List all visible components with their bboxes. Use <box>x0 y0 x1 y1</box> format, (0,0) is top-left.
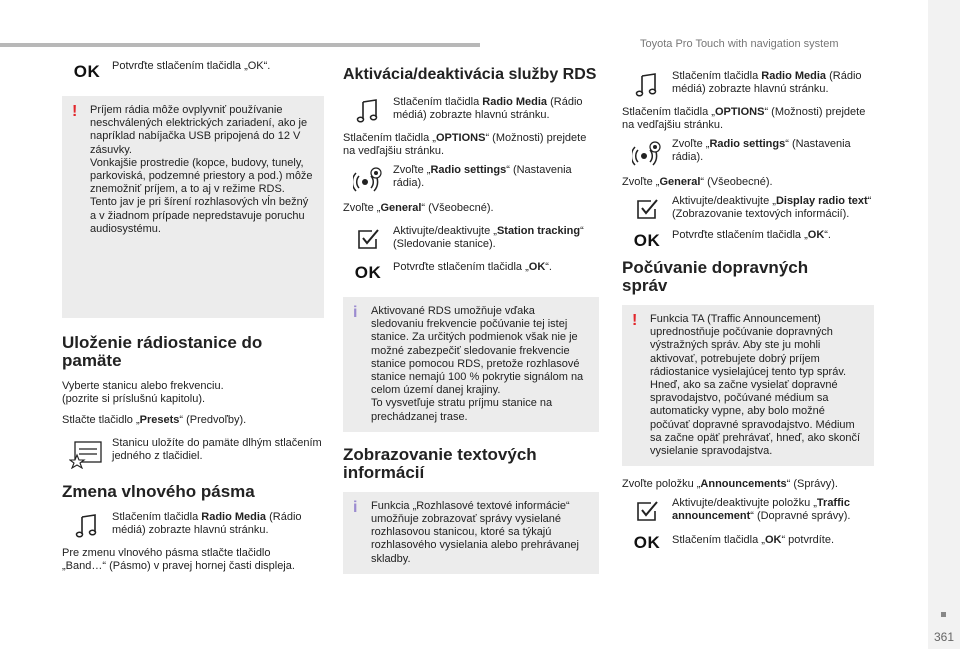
info-icon: i <box>353 304 358 321</box>
heading-save-station: Uloženie rádiostanice do pamäte <box>62 333 263 370</box>
ta-step-1-text: Stlačením tlačidla Radio Media (Rádio médiá) zobrazte hlavnú stránku. <box>672 70 862 95</box>
heading-traffic: Počúvanie dopravných správ <box>622 258 809 295</box>
info-box-rds <box>343 297 599 432</box>
heading-text-info: Zobrazovanie textových informácií <box>343 444 537 482</box>
rds-step-1 <box>343 96 599 124</box>
rds-step-2-text: Zvoľte „Radio settings“ (Nastavenia rádia). <box>393 164 572 189</box>
ok-icon: OK <box>633 533 661 553</box>
announcements-paragraph: Zvoľte položku „Announcements“ (Správy). <box>622 478 838 491</box>
checkbox-checked-icon <box>635 499 659 523</box>
band-paragraph: Pre zmenu vlnového pásma stlačte tlačidlo „Band…“ (Pásmo) v pravej hornej časti displeja. <box>62 547 295 572</box>
ta-ok-text: Potvrďte stlačením tlačidla „OK“. <box>672 229 831 241</box>
warning-text-2: Vonkajšie prostredie (kopce, budovy, tunely, parkoviská, podzemné priestory a pod.) môže znemožniť príjem, a to aj v režime RDS. Tento jav je pri šírení rozhlasových vĺn bežný a v žiadnom prípade nepredstavuje poruchu audiosystému. <box>90 156 313 235</box>
ok-icon: OK <box>633 231 661 250</box>
heading-rds: Aktivácia/deaktivácia služby RDS <box>343 66 597 83</box>
ta-step-4-text: Aktivujte/deaktivujte položku „Traffic announcement“ (Dopravné správy). <box>672 497 851 523</box>
checkbox-checked-icon <box>356 227 380 251</box>
presets-paragraph: Stlačte tlačidlo „Presets“ (Predvoľby). <box>62 414 247 426</box>
warning-icon: ! <box>72 103 78 120</box>
rds-general-paragraph: Zvoľte „General“ (Všeobecné). <box>343 202 494 214</box>
ta-step-3 <box>622 195 874 221</box>
save-step-text: Stanicu uložíte do pamäte dlhým stlačením jedného z tlačidiel. <box>112 437 322 462</box>
ta-general-paragraph: Zvoľte „General“ (Všeobecné). <box>622 176 773 188</box>
warning-box-traffic <box>622 305 874 466</box>
music-note-icon <box>635 72 659 98</box>
save-paragraph: Vyberte stanicu alebo frekvenciu. (pozrite si príslušnú kapitolu). <box>62 380 224 405</box>
header-rule <box>0 43 480 47</box>
rds-options-paragraph: Stlačením tlačidla „OPTIONS“ (Možnosti) prejdete na vedľajšiu stránku. <box>343 132 587 157</box>
ta-ok-2-text: Stlačením tlačidla „OK“ potvrdíte. <box>672 534 835 547</box>
preset-star-icon <box>69 439 105 469</box>
save-step <box>62 437 324 469</box>
heading-band: Zmena vlnového pásma <box>62 482 255 501</box>
ta-step-1 <box>622 70 874 98</box>
page-edge-strip <box>928 0 960 649</box>
warning-icon: ! <box>632 312 638 329</box>
warning-text-1: Príjem rádia môže ovplyvniť používanie neschválených elektrických zariadení, ako je napríklad nabíjačka USB pripojená do 12 V zásuvky. <box>90 104 308 156</box>
ok-step-text: Potvrďte stlačením tlačidla „OK“. <box>112 60 271 72</box>
info-text-2: To vysvetľuje stratu príjmu stanice na prechádzanej trase. <box>371 397 553 423</box>
rds-ok-text: Potvrďte stlačením tlačidla „OK“. <box>393 261 552 273</box>
rds-step-3-text: Aktivujte/deaktivujte „Station tracking“ (Sledovanie stanice). <box>393 225 584 250</box>
warning-box <box>62 96 324 318</box>
music-note-icon <box>356 98 380 124</box>
info-text-3: Funkcia „Rozhlasové textové informácie“ umožňuje zobrazovať správy vysielané rozhlasovou stanicou, ktoré sa týkajú rozhlasového vysielania alebo prehrávanej skladby. <box>371 499 579 565</box>
music-note-icon <box>75 513 99 539</box>
ta-step-2 <box>622 138 874 168</box>
band-step-text: Stlačením tlačidla Radio Media (Rádio médiá) zobrazte hlavnú stránku. <box>112 511 302 536</box>
band-step <box>62 511 324 539</box>
page-number: 361 <box>933 630 954 644</box>
rds-step-2 <box>343 164 599 194</box>
ta-step-4 <box>622 497 874 523</box>
rds-ok-step <box>343 261 599 283</box>
rds-step-1-text: Stlačením tlačidla Radio Media (Rádio médiá) zobrazte hlavnú stránku. <box>393 96 583 121</box>
ok-icon: OK <box>73 62 101 81</box>
info-text-1: Aktivované RDS umožňuje vďaka sledovaniu frekvencie počúvanie tej istej stanice. Za určitých podmienok však nie je možné zabezpečiť sledovanie frekvencie stanice pomocou RDS, pretože rozhlasové stanice nemajú 100 % pokrytie signálom na celom území danej krajiny. <box>371 305 584 397</box>
ta-step-2-text: Zvoľte „Radio settings“ (Nastavenia rádia). <box>672 138 851 163</box>
column-1 <box>62 60 324 579</box>
ta-options-paragraph: Stlačením tlačidla „OPTIONS“ (Možnosti) prejdete na vedľajšiu stránku. <box>622 106 866 131</box>
warning-traffic-text: Funkcia TA (Traffic Announcement) uprednostňuje počúvanie dopravných výstražných správ. Aby ste ju mohli aktivovať, potrebujete dobrý príjem rádiostanice vysielajúcej tento typ správ. Hneď, ako sa začne vysielať dopravné spravodajstvo, počúvané médium sa automaticky vypne, aby bolo možné počúvať dopravné spravodajstvo. Médium sa začne opäť prehrávať, hneď, ako skončí vysielanie spravodajstva. <box>650 313 861 458</box>
info-box-text <box>343 492 599 574</box>
ta-step-3-text: Aktivujte/deaktivujte „Display radio text“ (Zobrazovanie textových informácií). <box>672 195 872 220</box>
ta-ok-step <box>622 229 874 251</box>
radio-settings-icon <box>353 166 383 194</box>
ta-ok-step-2 <box>622 531 874 553</box>
rds-step-3 <box>343 225 599 251</box>
radio-settings-icon <box>632 140 662 168</box>
column-3 <box>622 70 874 561</box>
info-icon: i <box>353 498 358 516</box>
page-bullet <box>941 612 946 617</box>
ok-icon: OK <box>354 263 382 282</box>
ok-step <box>62 60 324 82</box>
checkbox-checked-icon <box>635 197 659 221</box>
column-2 <box>343 66 599 574</box>
page-header-title: Toyota Pro Touch with navigation system <box>640 38 839 50</box>
